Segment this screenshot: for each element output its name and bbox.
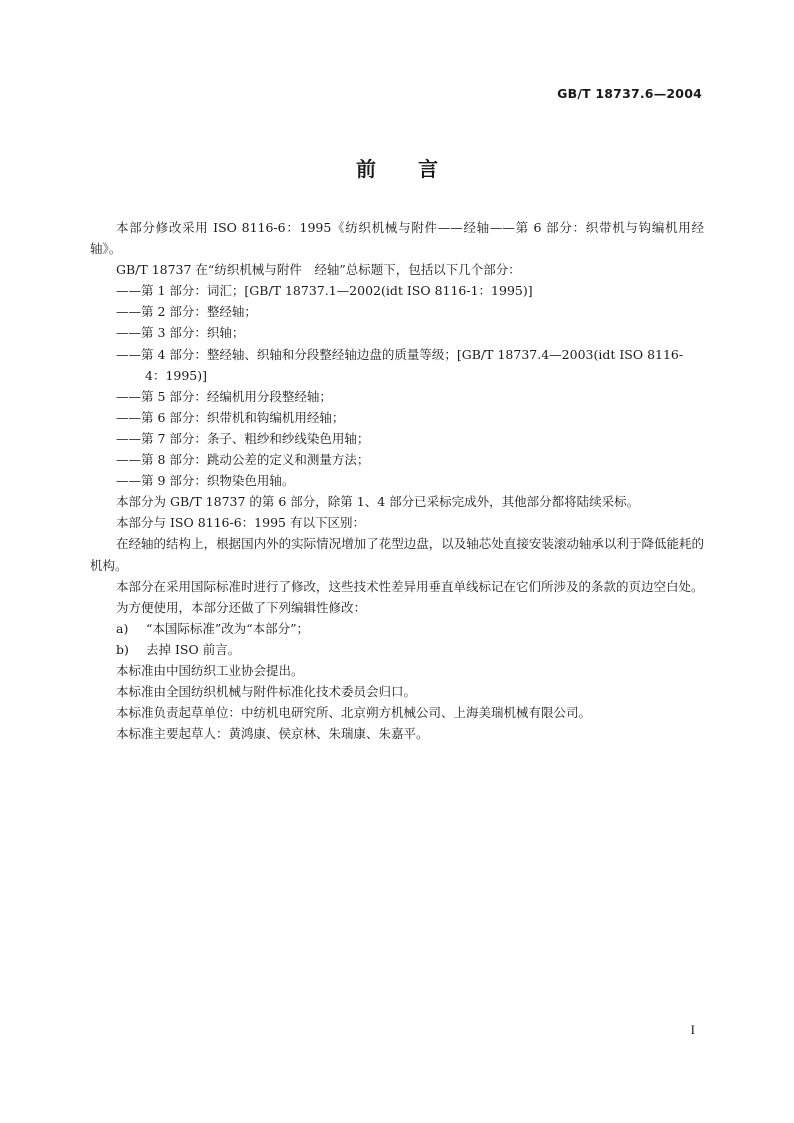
document-body [90,217,704,744]
list-item: ——第 2 部分：整经轴； [116,304,257,320]
paragraph-editorial-intro: 为方便使用，本部分还做了下列编辑性修改： [116,599,367,615]
list-item: ——第 1 部分：词汇；[GB/T 18737.1—2002(idt ISO 8116-1：1995)] [116,283,533,299]
paragraph-adoption: 本部分修改采用 ISO 8116-6：1995《纺织机械与附件——经轴——第 6 部分：织带机与钩编机用经轴》。 [90,220,704,257]
list-item: ——第 9 部分：织物染色用轴。 [116,473,295,489]
paragraph-drafting-units: 本标准负责起草单位：中纺机电研究所、北京朔方机械公司、上海美瑞机械有限公司。 [116,705,592,721]
list-item: ——第 5 部分：经编机用分段整经轴； [116,388,332,404]
list-item: ——第 8 部分：跳动公差的定义和测量方法； [116,452,370,468]
list-item: ——第 4 部分：整经轴、织轴和分段整经轴边盘的质量等级；[GB/T 18737.4—2003(idt ISO 8116- [116,346,684,362]
editorial-text-b: 去掉 ISO 前言。 [146,641,241,657]
editorial-marker-b: b) [116,641,129,657]
editorial-text-a: “本国际标准”改为“本部分”； [146,620,310,636]
title-char-2: 言 [418,157,438,181]
editorial-item-b [90,639,704,660]
paragraph-drafters: 本标准主要起草人：黄鸿康、侯京林、朱瑞康、朱嘉平。 [116,726,429,742]
paragraph-technical-deviation: 本部分在采用国际标准时进行了修改，这些技术性差异用垂直单线标记在它们所涉及的条款的页边空白处。 [116,578,704,594]
editorial-item-a [90,618,704,639]
page-title [0,153,794,182]
standard-number: GB/T 18737.6—2004 [557,86,702,101]
list-item-continuation: 4：1995)] [145,367,208,383]
paragraph-differences-intro: 本部分与 ISO 8116-6：1995 有以下区别： [116,515,365,531]
paragraph-series: GB/T 18737 在“纺织机械与附件 经轴”总标题下，包括以下几个部分： [116,262,521,278]
paragraph-committee: 本标准由全国纺织机械与附件标准化技术委员会归口。 [116,684,417,700]
list-item: ——第 6 部分：织带机和钩编机用经轴； [116,409,345,425]
editorial-marker-a: a) [116,620,129,636]
title-char-1: 前 [356,157,376,181]
paragraph-part-note: 本部分为 GB/T 18737 的第 6 部分，除第 1、4 部分已采标完成外，其他部分都将陆续采标。 [116,494,640,510]
page-number: I [690,1022,695,1037]
paragraph-difference-detail: 在经轴的结构上，根据国内外的实际情况增加了花型边盘，以及轴芯处直接安装滚动轴承以利于降低能耗的机构。 [90,536,704,573]
list-item: ——第 3 部分：织轴； [116,325,245,341]
paragraph-proposer: 本标准由中国纺织工业协会提出。 [116,662,304,678]
list-item: ——第 7 部分：条子、粗纱和纱线染色用轴； [116,430,370,446]
